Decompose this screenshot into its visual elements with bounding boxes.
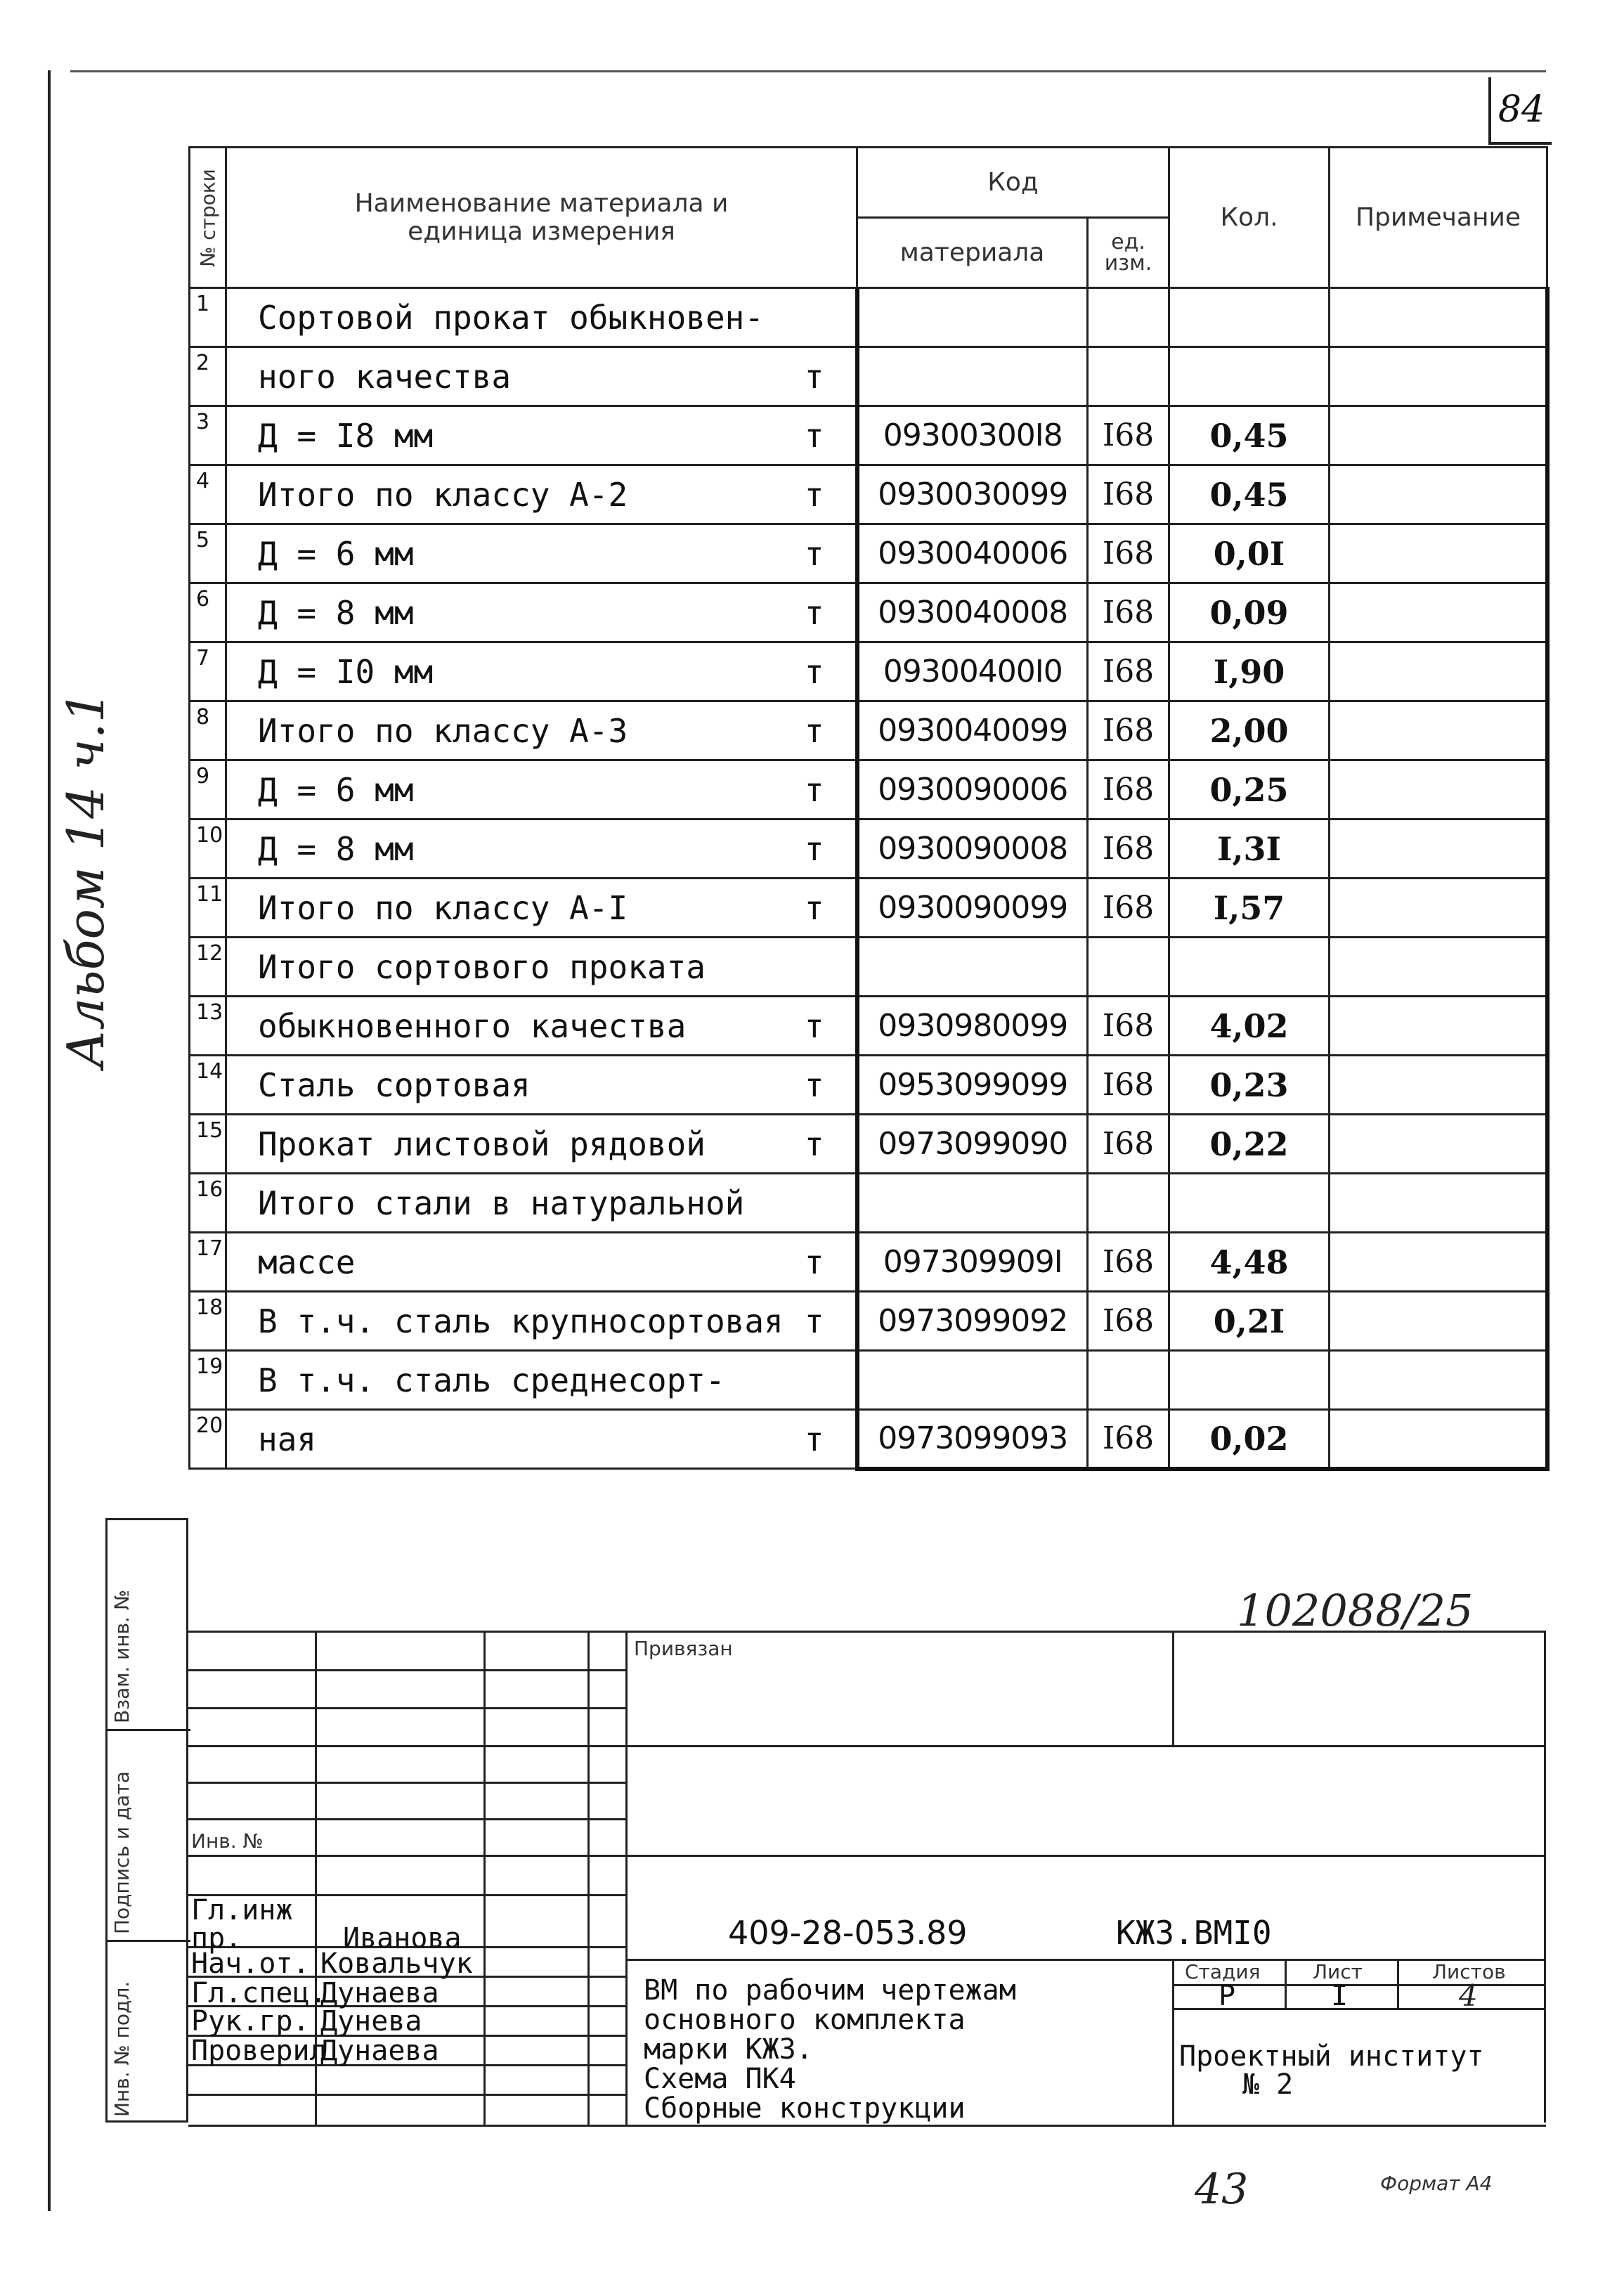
material-name: обыкновенного качества т: [226, 997, 857, 1056]
unit-code: I68: [1088, 879, 1169, 938]
unit-code: I68: [1088, 819, 1169, 879]
material-unit: т: [804, 534, 824, 573]
material-code: 0973099090: [857, 1115, 1088, 1174]
row-number: 17: [190, 1233, 226, 1292]
signer-role: Гл.инж: [191, 1894, 293, 1926]
table-row: [190, 760, 1547, 819]
unit-code: I68: [1088, 760, 1169, 819]
material-name: Д = 6 мм т: [226, 760, 857, 819]
bottom-handwritten-number: 43: [1195, 2165, 1249, 2214]
row-number: 11: [190, 879, 226, 938]
table-row: [190, 1056, 1547, 1115]
row-number: 20: [190, 1410, 226, 1469]
table-row: [190, 1174, 1547, 1233]
specification-table: [188, 146, 1550, 1471]
header-code-unit: ед. изм.: [1088, 218, 1169, 288]
material-unit: т: [804, 593, 824, 632]
note: [1330, 1174, 1547, 1233]
row-number: 8: [190, 701, 226, 760]
quantity: I,3I: [1169, 819, 1330, 879]
material-code: [857, 288, 1088, 347]
description-line: основного комплекта: [644, 2004, 966, 2036]
row-number: 9: [190, 760, 226, 819]
table-row: [190, 938, 1547, 997]
material-name: Прокат листовой рядовой т: [226, 1115, 857, 1174]
note: [1330, 1351, 1547, 1410]
material-code: 0953099099: [857, 1056, 1088, 1115]
table-row: [190, 406, 1547, 465]
description-line: Схема ПК4: [644, 2063, 796, 2095]
material-unit: т: [804, 1125, 824, 1163]
quantity: [1169, 347, 1330, 406]
format-label: Формат А4: [1380, 2172, 1493, 2195]
unit-code: [1088, 347, 1169, 406]
table-row: [190, 347, 1547, 406]
unit-code: I68: [1088, 701, 1169, 760]
table-row: [190, 1410, 1547, 1469]
sheet-value: I: [1331, 1980, 1349, 2012]
signer-name: Дунаева: [320, 2035, 439, 2067]
table-row: [190, 1292, 1547, 1351]
unit-code: I68: [1088, 1410, 1169, 1469]
sheet-label: Лист: [1313, 1960, 1363, 1983]
material-code: 09300400I0: [857, 642, 1088, 701]
material-code: 0930040006: [857, 524, 1088, 583]
material-code: 0973099093: [857, 1410, 1088, 1469]
material-code: 0930040099: [857, 701, 1088, 760]
note: [1330, 288, 1547, 347]
row-number: 7: [190, 642, 226, 701]
material-code: 0930090008: [857, 819, 1088, 879]
stamp-vzam-inv: Взам. инв. №: [108, 1520, 190, 1731]
quantity: 0,22: [1169, 1115, 1330, 1174]
quantity: 0,23: [1169, 1056, 1330, 1115]
material-unit: т: [804, 1420, 824, 1458]
material-name: Итого по классу А-I т: [226, 879, 857, 938]
material-unit: т: [804, 1302, 824, 1340]
material-unit: т: [804, 888, 824, 927]
unit-code: I68: [1088, 524, 1169, 583]
quantity: 2,00: [1169, 701, 1330, 760]
stage-label: Стадия: [1185, 1960, 1261, 1983]
table-row: [190, 1233, 1547, 1292]
material-name: Д = 8 мм т: [226, 583, 857, 642]
material-name: Д = 6 мм т: [226, 524, 857, 583]
material-code: 0930030099: [857, 465, 1088, 524]
inv-no-label: Инв. №: [191, 1829, 264, 1853]
note: [1330, 583, 1547, 642]
row-number: 16: [190, 1174, 226, 1233]
material-unit: т: [804, 416, 824, 455]
note: [1330, 1115, 1547, 1174]
document-mark: КЖЗ.ВМI0: [1116, 1914, 1272, 1952]
row-number: 5: [190, 524, 226, 583]
quantity: [1169, 1351, 1330, 1410]
table-row: [190, 1351, 1547, 1410]
unit-code: [1088, 938, 1169, 997]
material-name: В т.ч. сталь крупносортовая т: [226, 1292, 857, 1351]
header-note: Примечание: [1330, 148, 1547, 288]
material-unit: т: [804, 1006, 824, 1045]
quantity: I,90: [1169, 642, 1330, 701]
note: [1330, 642, 1547, 701]
row-number: 18: [190, 1292, 226, 1351]
row-number: 13: [190, 997, 226, 1056]
material-name: Итого стали в натуральной: [226, 1174, 857, 1233]
material-code: 0930040008: [857, 583, 1088, 642]
material-name: ная т: [226, 1410, 857, 1469]
material-code: 09300300I8: [857, 406, 1088, 465]
unit-code: [1088, 288, 1169, 347]
table-row: [190, 819, 1547, 879]
row-number: 12: [190, 938, 226, 997]
unit-code: [1088, 1174, 1169, 1233]
document-code: 409-28-053.89: [728, 1914, 968, 1952]
note: [1330, 997, 1547, 1056]
material-code: [857, 938, 1088, 997]
material-name: Сортовой прокат обыкновен-: [226, 288, 857, 347]
signer-role: Рук.гр.: [191, 2005, 310, 2037]
material-unit: т: [804, 770, 824, 809]
material-unit: т: [804, 652, 824, 691]
note: [1330, 406, 1547, 465]
note: [1330, 879, 1547, 938]
left-approval-stamp: [105, 1518, 188, 2123]
signer-role: Гл.спец.: [191, 1977, 327, 2009]
stage-value: Р: [1219, 1980, 1236, 2012]
row-number: 2: [190, 347, 226, 406]
material-code: 0973099092: [857, 1292, 1088, 1351]
row-number: 6: [190, 583, 226, 642]
quantity: 4,48: [1169, 1233, 1330, 1292]
note: [1330, 701, 1547, 760]
stamp-podpis-data: Подпись и дата: [108, 1731, 190, 1942]
unit-code: I68: [1088, 1292, 1169, 1351]
note: [1330, 465, 1547, 524]
material-name: Итого сортового проката: [226, 938, 857, 997]
row-number: 10: [190, 819, 226, 879]
signer-role: Проверил: [191, 2035, 327, 2067]
title-block: [188, 1631, 1546, 2123]
note: [1330, 1410, 1547, 1469]
material-name: ного качества т: [226, 347, 857, 406]
material-name: В т.ч. сталь среднесорт-: [226, 1351, 857, 1410]
quantity: 0,25: [1169, 760, 1330, 819]
quantity: 0,2I: [1169, 1292, 1330, 1351]
material-code: 0930090099: [857, 879, 1088, 938]
quantity: 4,02: [1169, 997, 1330, 1056]
privyazan-label: Привязан: [634, 1637, 733, 1660]
table-row: [190, 1115, 1547, 1174]
stamp-inv-podl: Инв. № подл.: [110, 1981, 134, 2117]
note: [1330, 1056, 1547, 1115]
material-code: [857, 1351, 1088, 1410]
description-line: марки КЖЗ.: [644, 2033, 813, 2066]
quantity: I,57: [1169, 879, 1330, 938]
note: [1330, 819, 1547, 879]
signer-name: Дунаева: [320, 1977, 439, 2009]
header-name: Наименование материала и единица измерения: [226, 148, 857, 288]
signer-role: пр.: [191, 1922, 242, 1955]
unit-code: I68: [1088, 642, 1169, 701]
quantity: 0,09: [1169, 583, 1330, 642]
material-code: 0930980099: [857, 997, 1088, 1056]
material-name: Д = I8 мм т: [226, 406, 857, 465]
header-code-material: материала: [857, 218, 1088, 288]
table-row: [190, 642, 1547, 701]
material-code: 0930090006: [857, 760, 1088, 819]
quantity: [1169, 938, 1330, 997]
unit-code: I68: [1088, 1056, 1169, 1115]
unit-code: I68: [1088, 1233, 1169, 1292]
note: [1330, 1292, 1547, 1351]
table-row: [190, 288, 1547, 347]
material-name: Сталь сортовая т: [226, 1056, 857, 1115]
row-number: 1: [190, 288, 226, 347]
organization-line-1: Проектный институт: [1179, 2040, 1484, 2073]
header-qty: Кол.: [1169, 148, 1330, 288]
sheets-value: 4: [1459, 1978, 1478, 2013]
unit-code: [1088, 1351, 1169, 1410]
material-name: массе т: [226, 1233, 857, 1292]
quantity: [1169, 288, 1330, 347]
material-code: [857, 1174, 1088, 1233]
sheets-label: Листов: [1432, 1960, 1506, 1983]
note: [1330, 1233, 1547, 1292]
quantity: 0,45: [1169, 465, 1330, 524]
table-row: [190, 997, 1547, 1056]
note: [1330, 760, 1547, 819]
unit-code: I68: [1088, 583, 1169, 642]
signer-name: Иванова: [343, 1922, 462, 1955]
table-row: [190, 524, 1547, 583]
material-unit: т: [804, 475, 824, 514]
material-unit: т: [804, 1065, 824, 1104]
material-name: Д = I0 мм т: [226, 642, 857, 701]
material-name: Д = 8 мм т: [226, 819, 857, 879]
signer-name: Дунева: [320, 2005, 422, 2037]
note: [1330, 347, 1547, 406]
material-code: 097309909I: [857, 1233, 1088, 1292]
note: [1330, 524, 1547, 583]
description-line: ВМ по рабочим чертежам: [644, 1974, 1016, 2007]
signer-role: Нач.от.: [191, 1948, 310, 1980]
header-row-number: № строки: [190, 148, 226, 288]
row-number: 15: [190, 1115, 226, 1174]
organization-line-2: № 2: [1242, 2068, 1294, 2101]
header-code: Код: [857, 148, 1169, 218]
material-name: Итого по классу А-2 т: [226, 465, 857, 524]
signer-name: Ковальчук: [320, 1948, 473, 1980]
row-number: 3: [190, 406, 226, 465]
unit-code: I68: [1088, 406, 1169, 465]
unit-code: I68: [1088, 465, 1169, 524]
row-number: 4: [190, 465, 226, 524]
description-line: Сборные конструкции: [644, 2092, 966, 2125]
material-unit: т: [804, 1243, 824, 1281]
table-row: [190, 879, 1547, 938]
quantity: 0,0I: [1169, 524, 1330, 583]
material-unit: т: [804, 829, 824, 868]
handwritten-archive-number: 102088/25: [1237, 1585, 1474, 1636]
table-row: [190, 701, 1547, 760]
sheet-number: 84: [1488, 77, 1552, 145]
note: [1330, 938, 1547, 997]
material-unit: т: [804, 711, 824, 750]
row-number: 14: [190, 1056, 226, 1115]
quantity: 0,45: [1169, 406, 1330, 465]
material-code: [857, 347, 1088, 406]
quantity: [1169, 1174, 1330, 1233]
unit-code: I68: [1088, 1115, 1169, 1174]
material-unit: т: [804, 357, 824, 396]
row-number: 19: [190, 1351, 226, 1410]
unit-code: I68: [1088, 997, 1169, 1056]
album-label: Альбом 14 ч.1: [56, 690, 115, 1068]
table-row: [190, 583, 1547, 642]
material-name: Итого по классу А-3 т: [226, 701, 857, 760]
table-row: [190, 465, 1547, 524]
quantity: 0,02: [1169, 1410, 1330, 1469]
